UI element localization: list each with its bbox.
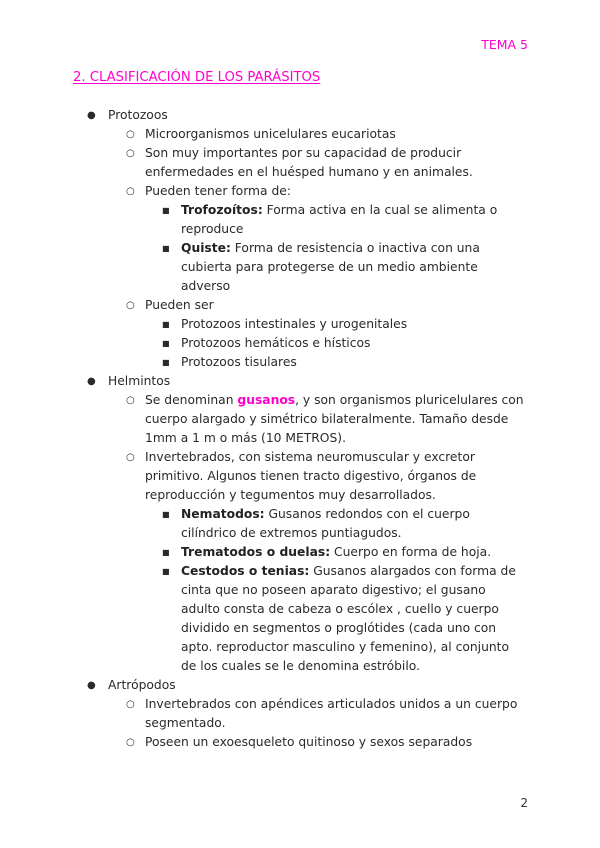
item-text: Microorganismos unicelulares eucariotas xyxy=(145,127,396,141)
item-text: Protozoos hemáticos e hísticos xyxy=(181,336,371,350)
item-text: Protozoos tisulares xyxy=(181,355,297,369)
list-item xyxy=(0,201,600,239)
list-item xyxy=(0,353,600,372)
bullet-circle-icon: ○ xyxy=(126,186,135,197)
list-item-artropodos xyxy=(0,676,600,695)
bullet-square-icon: ■ xyxy=(162,244,170,253)
list-item xyxy=(0,543,600,562)
item-text: Invertebrados con apéndices articulados unidos a un cuerpo segmentado. xyxy=(145,697,518,730)
bullet-circle-icon: ○ xyxy=(126,737,135,748)
section-title: 2. CLASIFICACIÓN DE LOS PARÁSITOS xyxy=(73,70,321,85)
bullet-square-icon: ■ xyxy=(162,320,170,329)
list-item-protozoos xyxy=(0,106,600,125)
bullet-disc-icon: ● xyxy=(87,680,96,691)
bullet-disc-icon: ● xyxy=(87,110,96,121)
item-text: Son muy importantes por su capacidad de producir enfermedades en el huésped humano y en animales. xyxy=(145,146,473,179)
list-item xyxy=(0,695,600,733)
bullet-circle-icon: ○ xyxy=(126,699,135,710)
item-text: Pueden ser xyxy=(145,298,214,312)
bullet-disc-icon: ● xyxy=(87,376,96,387)
term-nematodos: Nematodos: xyxy=(181,507,265,521)
list-item-helmintos xyxy=(0,372,600,391)
list-item xyxy=(0,334,600,353)
page-number: 2 xyxy=(520,796,528,810)
item-text: Pueden tener forma de: xyxy=(145,184,291,198)
term-cestodos: Cestodos o tenias: xyxy=(181,564,310,578)
list-item xyxy=(0,562,600,676)
term-trematodos: Trematodos o duelas: xyxy=(181,545,331,559)
item-text: Poseen un exoesqueleto quitinoso y sexos separados xyxy=(145,735,473,749)
bullet-circle-icon: ○ xyxy=(126,300,135,311)
list-item xyxy=(0,448,600,505)
item-title: Artrópodos xyxy=(108,678,176,692)
term-trofozoitos: Trofozoítos: xyxy=(181,203,263,217)
item-text: Gusanos redondos con el cuerpo cilíndrico de extremos puntiagudos. xyxy=(181,507,470,540)
list-item xyxy=(0,144,600,182)
item-text: , y son organismos pluricelulares con cuerpo alargado y simétrico bilateralmente. Tamaño desde 1mm a 1 m o más (10 METROS). xyxy=(145,393,524,445)
item-text: Invertebrados, con sistema neuromuscular y excretor primitivo. Algunos tienen tracto digestivo, órganos de reproducción y tegumentos muy desarrollados. xyxy=(145,450,477,502)
list-item xyxy=(0,505,600,543)
item-text: Gusanos alargados con forma de cinta que no poseen aparato digestivo; el gusano adulto consta de cabeza o escólex , cuello y cuerpo dividido en segmentos o proglótides (cada uno con apto. reproductor masculino y femenino), al conjunto de los cuales se le denomina estróbilo. xyxy=(181,564,516,673)
item-text: Forma de resistencia o inactiva con una cubierta para protegerse de un medio ambiente adverso xyxy=(181,241,480,293)
bullet-square-icon: ■ xyxy=(162,206,170,215)
item-text: Protozoos intestinales y urogenitales xyxy=(181,317,408,331)
bullet-square-icon: ■ xyxy=(162,548,170,557)
bullet-square-icon: ■ xyxy=(162,358,170,367)
page-header-topic: TEMA 5 xyxy=(481,37,528,52)
bullet-square-icon: ■ xyxy=(162,567,170,576)
bullet-circle-icon: ○ xyxy=(126,452,135,463)
list-item xyxy=(0,733,600,752)
bullet-square-icon: ■ xyxy=(162,510,170,519)
bullet-circle-icon: ○ xyxy=(126,129,135,140)
document-body xyxy=(0,106,600,752)
item-text: Forma activa en la cual se alimenta o reproduce xyxy=(181,203,498,236)
item-text: Se denominan xyxy=(145,393,238,407)
highlight-gusanos: gusanos xyxy=(237,393,296,407)
list-item xyxy=(0,391,600,448)
list-item xyxy=(0,239,600,296)
item-text: Cuerpo en forma de hoja. xyxy=(330,545,492,559)
item-title: Helmintos xyxy=(108,374,171,388)
list-item xyxy=(0,296,600,315)
list-item xyxy=(0,182,600,201)
list-item xyxy=(0,125,600,144)
bullet-square-icon: ■ xyxy=(162,339,170,348)
item-title: Protozoos xyxy=(108,108,168,122)
term-quiste: Quiste: xyxy=(181,241,231,255)
bullet-circle-icon: ○ xyxy=(126,148,135,159)
bullet-circle-icon: ○ xyxy=(126,395,135,406)
list-item xyxy=(0,315,600,334)
